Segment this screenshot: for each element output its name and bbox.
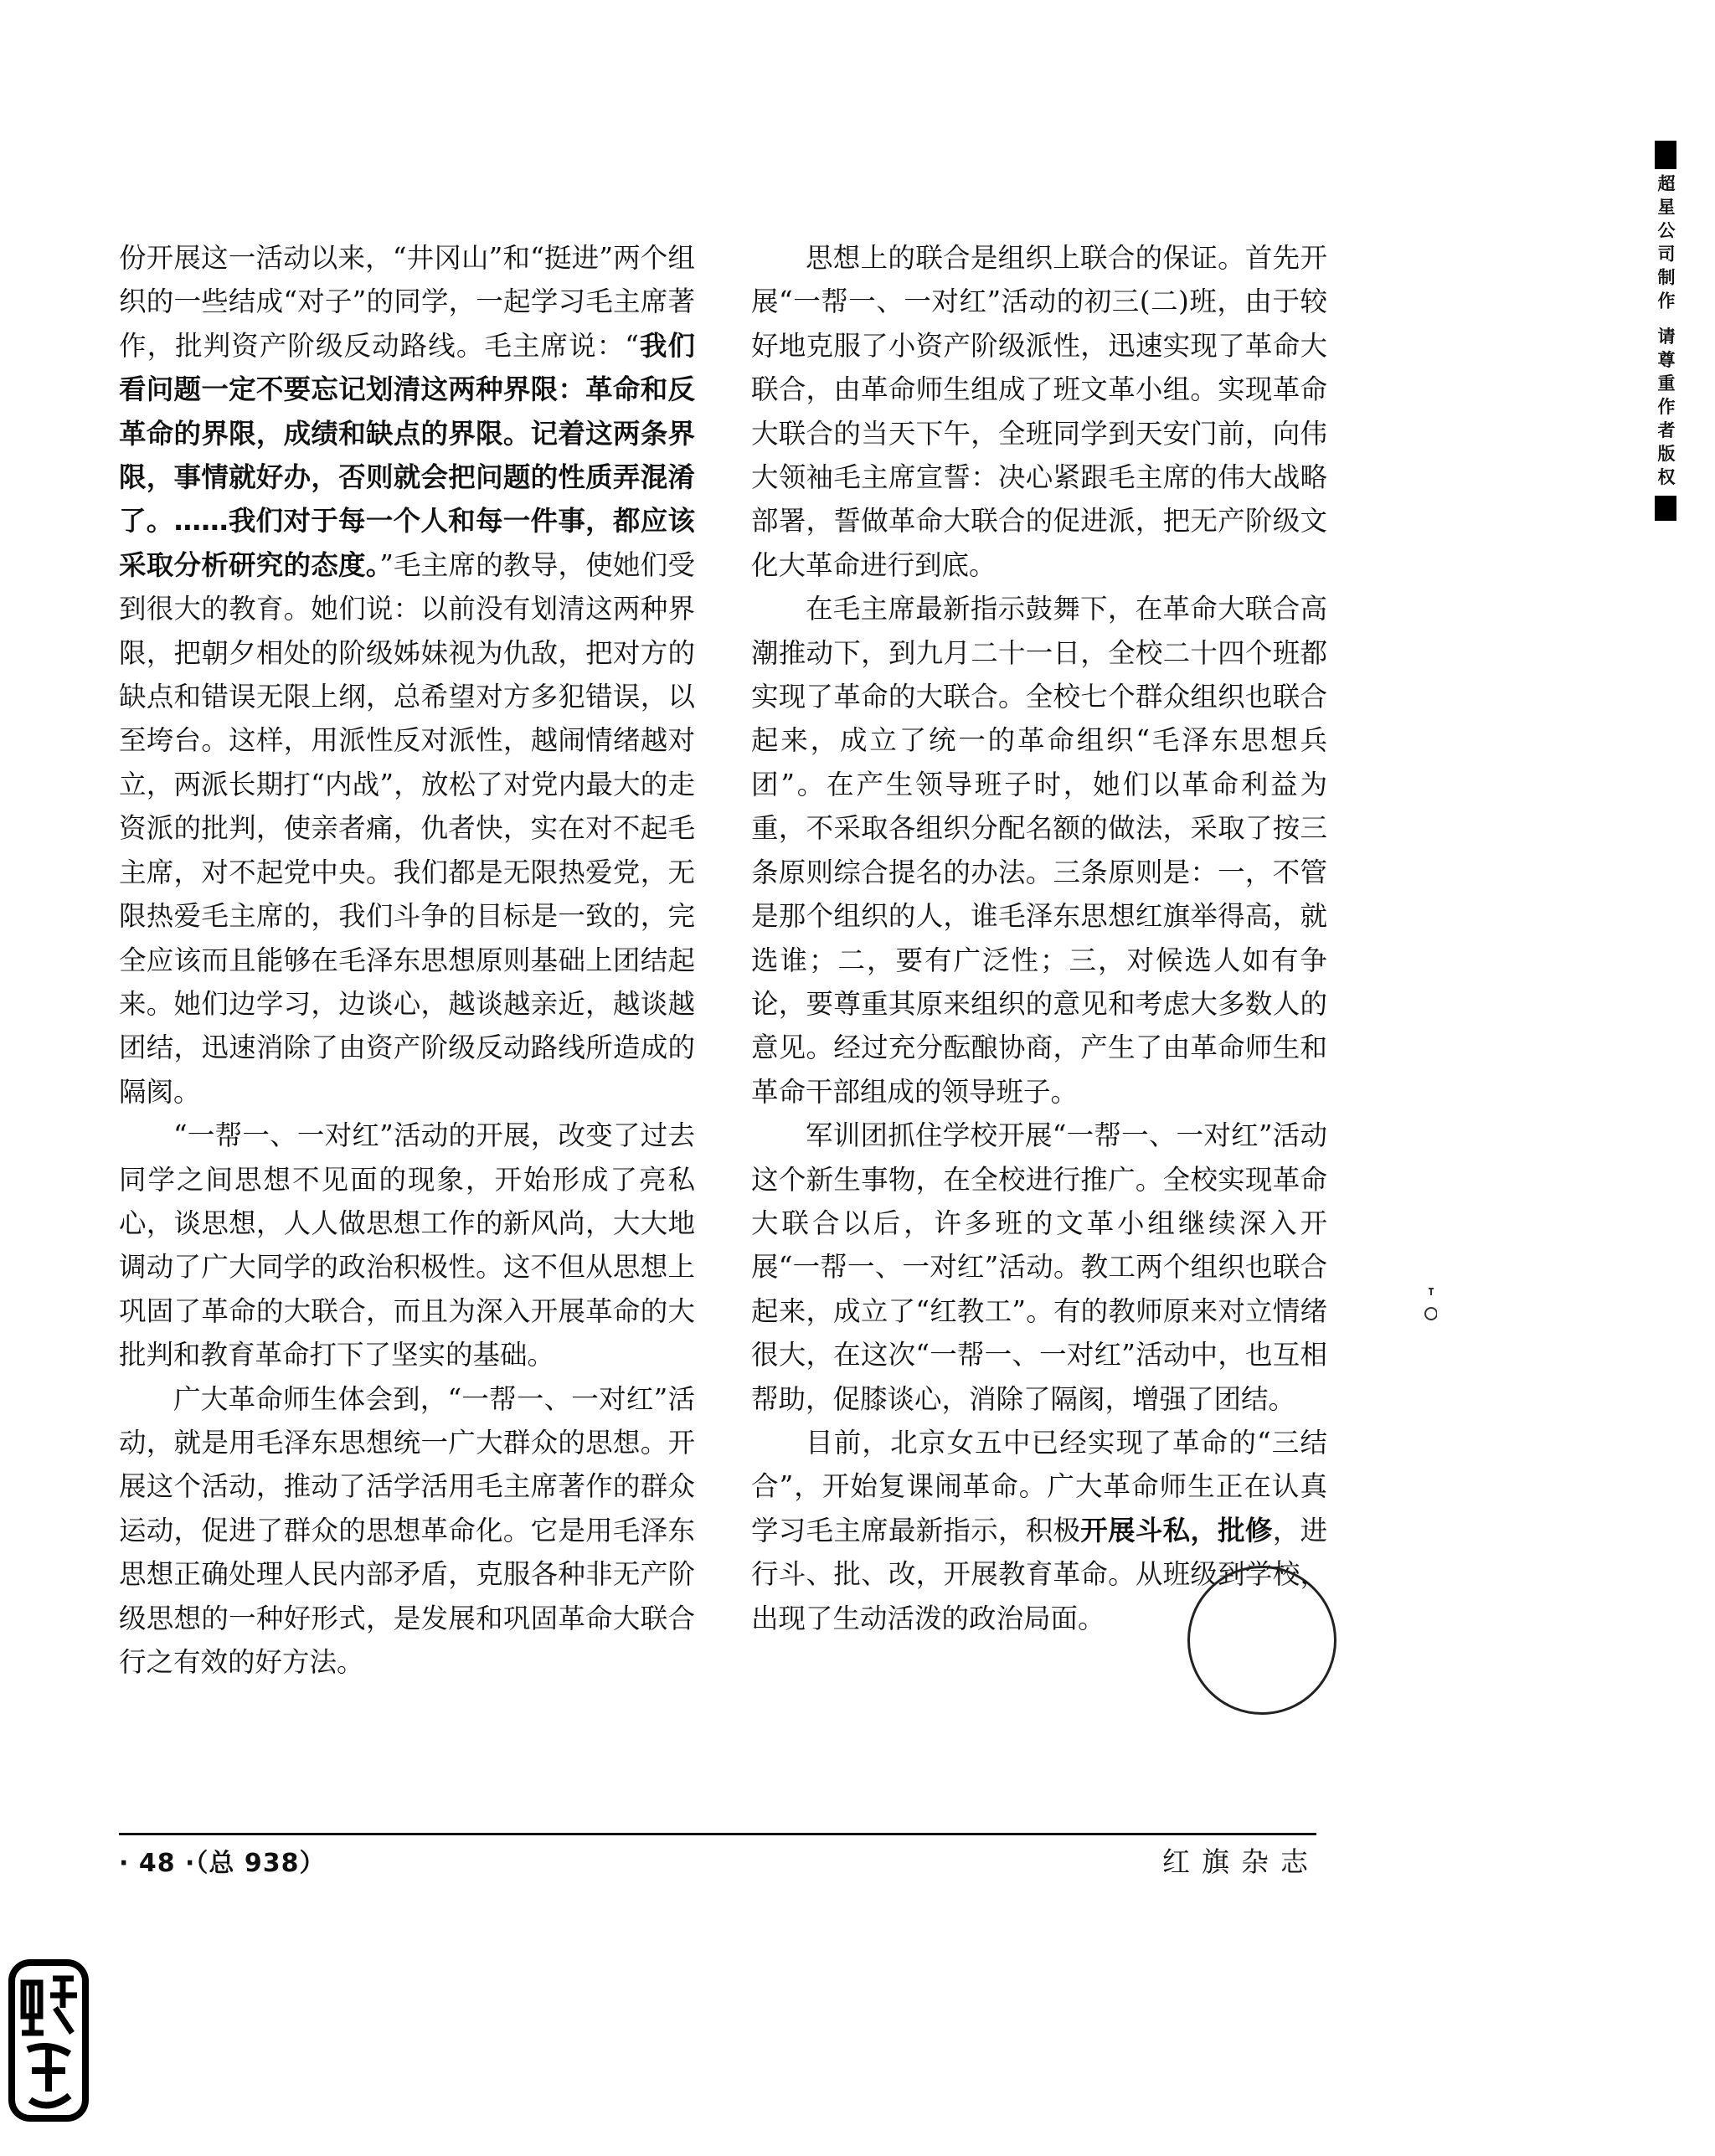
right-column (751, 236, 1327, 1640)
right-paragraph-2: 在毛主席最新指示鼓舞下，在革命大联合高潮推动下，到九月二十一日，全校二十四个班都实现了革命的大联合。全校七个群众组织也联合起来，成立了统一的革命组织“毛泽东思想兵团”。在产生领导班子时，她们以革命利益为重，不采取各组织分配名额的做法，采取了按三条原则综合提名的办法。三条原则是：一，不管是那个组织的人，谁毛泽东思想红旗举得高，就选谁；二，要有广泛性；三，对候选人如有争论，要尊重其原来组织的意见和考虑大多数人的意见。经过充分酝酿协商，产生了由革命师生和革命干部组成的领导班子。 (751, 593, 1327, 1108)
page-number: · 48 ·（总 938） (119, 1849, 326, 1878)
left-paragraph-2: “一帮一、一对红”活动的开展，改变了过去同学之间思想不见面的现象，开始形成了亮私心，谈思想，人人做思想工作的新风尚，大大地调动了广大同学的政治积极性。这不但从思想上巩固了革命的大联合，而且为深入开展革命的大批判和教育革命打下了坚实的基础。 (119, 1119, 695, 1371)
left-column (119, 236, 695, 1684)
right-paragraph-3: 军训团抓住学校开展“一帮一、一对红”活动这个新生事物，在全校进行推广。全校实现革命大联合以后，许多班的文革小组继续深入开展“一帮一、一对红”活动。教工两个组织也联合起来，成立了“红教工”。有的教师原来对立情绪很大，在这次“一帮一、一对红”活动中，也互相帮助，促膝谈心，消除了隔阂，增强了团结。 (751, 1119, 1327, 1415)
right-p4-bold-phrase: 开展斗私，批修 (1080, 1514, 1273, 1546)
mao-quotation: 我们看问题一定不要忘记划清这两种界限：革命和反革命的界限，成绩和缺点的界限。记着这两条界限，事情就好办，否则就会把问题的性质弄混淆了。……我们对于每一个人和每一件事，都应该采取分析研究的态度。 (119, 329, 695, 581)
left-paragraph-3: 广大革命师生体会到，“一帮一、一对红”活动，就是用毛泽东思想统一广大群众的思想。开展这个活动，推动了活学活用毛主席著作的群众运动，促进了群众的思想革命化。它是用毛泽东思想正确处理人民内部矛盾，克服各种非无产阶级思想的一种好形式，是发展和巩固革命大联合行之有效的好方法。 (119, 1382, 695, 1678)
copyright-bar-bottom (1655, 496, 1676, 521)
journal-name: 红旗杂志 (1162, 1845, 1320, 1878)
copyright-text: 超星公司制作 请尊重作者版权 (1656, 174, 1676, 491)
left-p1-text-after-quote: ”毛主席的教导，使她们受到很大的教育。她们说：以前没有划清这两种界限，把朝夕相处的阶级姊妹视为仇敌，把对方的缺点和错误无限上纲，总希望对方多犯错误，以至垮台。这样，用派性反对派性，越闹情绪越对立，两派长期打“内战”，放松了对党内最大的走资派的批判，使亲者痛，仇者快，实在对不起毛主席，对不起党中央。我们都是无限热爱党，无限热爱毛主席的，我们斗争的目标是一致的，完全应该而且能够在毛泽东思想原则基础上团结起来。她们边学习，边谈心，越谈越亲近，越谈越团结，迅速消除了由资产阶级反动路线所造成的隔阂。 (119, 548, 695, 1108)
right-p4-text-after: ，进行斗、批、改，开展教育革命。从班级到学校，出现了生动活泼的政治局面。 (751, 1514, 1327, 1634)
left-paragraph-1 (119, 236, 695, 1114)
left-p1-text-before-quote: 份开展这一活动以来，“井冈山”和“挺进”两个组织的一些结成“对子”的同学，一起学习毛主席著作，批判资产阶级反动路线。毛主席说：“ (119, 242, 695, 362)
copyright-bar-top (1655, 141, 1676, 169)
footer-rule (119, 1833, 1316, 1835)
right-paragraph-1: 思想上的联合是组织上联合的保证。首先开展“一帮一、一对红”活动的初三(二)班，由于较好地克服了小资产阶级派性，迅速实现了革命大联合，由革命师生组成了班文革小组。实现革命大联合的当天下午，全班同学到天安门前，向伟大领袖毛主席宣誓：决心紧跟毛主席的伟大战略部署，誓做革命大联合的促进派，把无产阶级文化大革命进行到底。 (751, 242, 1327, 581)
handwritten-circle-mark (1187, 1566, 1336, 1715)
seal-stamp-icon (7, 1958, 90, 2125)
copyright-notice (1654, 141, 1677, 521)
right-p4-text-before: 目前，北京女五中已经实现了革命的“三结合”，开始复课闹革命。广大革命师生正在认真学习毛主席最新指示，积极 (751, 1426, 1327, 1546)
margin-mark-icon (1424, 1285, 1437, 1327)
